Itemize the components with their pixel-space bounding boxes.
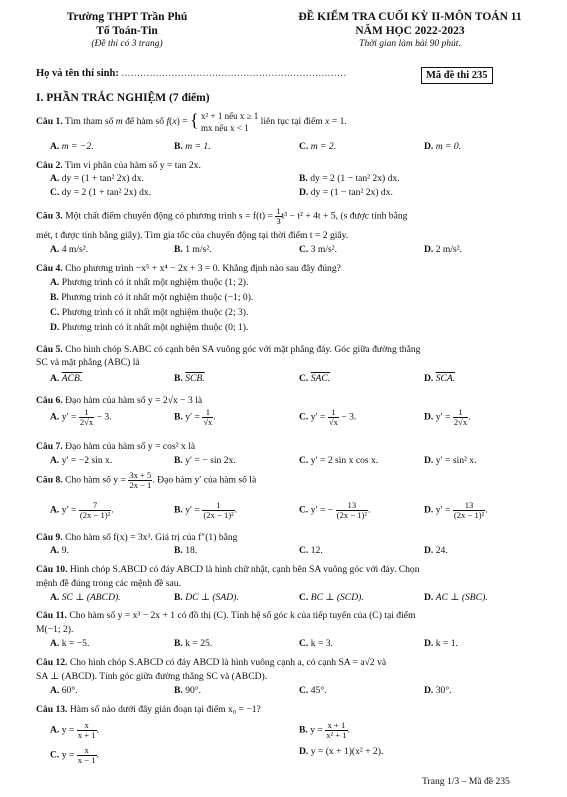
q5-option-c[interactable]: C. SAC. xyxy=(299,373,331,384)
question-number: Câu 6. xyxy=(36,395,63,406)
question-text-pre: Cho hàm số y = xyxy=(65,474,126,486)
page-footer: Trang 1/3 – Mã đề 235 xyxy=(422,776,510,787)
time-limit: Thời gian làm bài 90 phút. xyxy=(359,39,461,49)
q3-option-c[interactable]: C. 3 m/s². xyxy=(299,244,338,255)
question-text: Đạo hàm của hàm số y = cos² x là xyxy=(65,441,196,452)
q11-option-c[interactable]: C. k = 3. xyxy=(299,638,333,649)
q12-option-c[interactable]: C. 45°. xyxy=(299,685,327,696)
q13-option-b[interactable]: B. y = $\frac{x + 1}{\text{x² + 1}}$ . xyxy=(299,720,350,740)
student-name-field[interactable]: ........................................................................ xyxy=(121,68,347,79)
q7-option-d[interactable]: D. y′ = sin² x. xyxy=(424,455,477,466)
q2-option-b[interactable]: B. dy = 2 (1 − tan² 2x) dx. xyxy=(299,173,400,184)
question-3 xyxy=(36,207,541,226)
question-text-2: mệnh đề đúng trong các mệnh đề sau. xyxy=(36,578,181,589)
question-text-post: . Đạo hàm y′ của hàm số là xyxy=(152,474,257,486)
q6-option-b[interactable]: B. y′ = $\frac{1}{√x}$ . xyxy=(174,407,216,427)
question-7 xyxy=(36,440,541,453)
q1-option-a[interactable]: A. m = −2. xyxy=(50,141,94,152)
q11-option-b[interactable]: B. k = 25. xyxy=(174,638,213,649)
q2-option-d[interactable]: D. dy = (1 − tan² 2x) dx. xyxy=(299,187,393,198)
question-number: Câu 12. xyxy=(36,657,68,668)
q7-option-a[interactable]: A. y′ = −2 sin x. xyxy=(50,455,113,466)
question-text-1: Hình chóp S.ABCD có đáy ABCD là hình chữ nhật, cạnh bên SA vuông góc với đáy. Chọn xyxy=(69,564,420,575)
question-text-2: SA ⊥ (ABCD). Tính góc giữa đường thẳng SC và (ABCD). xyxy=(36,671,268,682)
question-number: Câu 10. xyxy=(36,564,68,575)
question-text-1: Cho hình chóp S.ABC có cạnh bên SA vuông góc với mặt phẳng đáy. Góc giữa đường thẳng xyxy=(65,344,421,355)
q10-option-b[interactable]: B. DC ⊥ (SAD). xyxy=(174,592,239,603)
question-number: Câu 1. xyxy=(36,116,63,128)
q11-option-d[interactable]: D. k = 1. xyxy=(424,638,458,649)
question-11-cont xyxy=(36,623,541,636)
q1-option-d[interactable]: D. m = 0. xyxy=(424,141,462,152)
q9-option-d[interactable]: D. 24. xyxy=(424,545,448,556)
q4-option-d[interactable]: D. Phương trình có ít nhất một nghiệm thuộc (0; 1). xyxy=(50,322,249,333)
q10-option-d[interactable]: D. AC ⊥ (SBC). xyxy=(424,592,488,603)
department: Tổ Toán-Tin xyxy=(96,25,158,37)
q13-option-a[interactable]: A. y = $\frac{x}{x + 1}$ . xyxy=(50,720,99,740)
question-text-2: t³ − t² + 4t + 5, (s được tính bằng xyxy=(281,210,408,222)
piecewise-bottom: mx nếu x < 1 xyxy=(201,123,249,133)
brace-symbol: { xyxy=(190,110,199,131)
piecewise-block xyxy=(201,110,258,134)
q6-option-c[interactable]: C. y′ = $\frac{1}{√x}$ − 3. xyxy=(299,407,357,427)
question-number: Câu 11. xyxy=(36,610,67,621)
school-year: NĂM HỌC 2022-2023 xyxy=(355,25,465,37)
question-11 xyxy=(36,609,541,622)
pages-note: (Đề thi có 3 trang) xyxy=(91,39,163,49)
q12-option-d[interactable]: D. 30°. xyxy=(424,685,452,696)
question-text: Đạo hàm của hàm số y = 2√x − 3 là xyxy=(65,395,203,406)
question-number: Câu 9. xyxy=(36,532,63,543)
question-10 xyxy=(36,563,541,576)
question-12 xyxy=(36,656,541,669)
question-13 xyxy=(36,703,541,716)
question-2 xyxy=(36,159,541,172)
question-5-cont xyxy=(36,356,541,369)
header-right xyxy=(260,10,560,51)
question-4 xyxy=(36,262,541,275)
question-number: Câu 7. xyxy=(36,441,63,452)
q8-option-b[interactable]: B. y′ = $\frac{1}{\text{(2x − 1)²}}$ . xyxy=(174,500,238,520)
q1-option-c[interactable]: C. m = 2. xyxy=(299,141,337,152)
q13-option-c[interactable]: C. y = $\frac{x}{x - 1}$ . xyxy=(50,745,99,765)
q5-option-b[interactable]: B. SCB. xyxy=(174,373,205,384)
q1-option-b[interactable]: B. m = 1. xyxy=(174,141,211,152)
q7-option-c[interactable]: C. y′ = 2 sin x cos x. xyxy=(299,455,379,466)
question-text: Cho hàm số f(x) = 3x³. Giá trị của f″(1) bằng xyxy=(65,532,238,543)
q10-option-a[interactable]: A. SC ⊥ (ABCD). xyxy=(50,592,121,603)
q12-option-b[interactable]: B. 90°. xyxy=(174,685,202,696)
question-12-cont xyxy=(36,670,541,683)
q11-option-a[interactable]: A. k = −5. xyxy=(50,638,90,649)
q5-option-d[interactable]: D. SCA. xyxy=(424,373,456,384)
question-text-b: liên tục tại điểm x = 1. xyxy=(260,116,347,128)
question-number: Câu 13. xyxy=(36,704,68,715)
fraction-one-third: $\frac{1}{3}$ xyxy=(276,206,281,226)
q3-option-b[interactable]: B. 1 m/s². xyxy=(174,244,212,255)
question-10-cont xyxy=(36,577,541,590)
question-number: Câu 5. xyxy=(36,344,63,355)
school-name: Trường THPT Trần Phú xyxy=(66,11,188,23)
q6-option-a[interactable]: A. y′ = $\frac{1}{2√x}$ − 3. xyxy=(50,407,112,427)
question-number: Câu 3. xyxy=(36,210,63,222)
function-fraction: $\frac{3x + 5}{2x - 1}$ xyxy=(129,470,152,490)
q10-option-c[interactable]: C. BC ⊥ (SCD). xyxy=(299,592,364,603)
q8-option-a[interactable]: A. y′ = $\frac{7}{\text{(2x − 1)²}}$ . xyxy=(50,500,114,520)
question-text-1: Một chất điểm chuyển động có phương trình s = f(t) = xyxy=(65,210,273,222)
question-text: Cho phương trình −x⁵ + x⁴ − 2x + 3 = 0. Khẳng định nào sau đây đúng? xyxy=(65,263,341,274)
question-text-3: mét, t được tính bằng giây). Tìm gia tốc của chuyển động tại thời điểm t = 2 giây. xyxy=(36,230,349,241)
q6-option-d[interactable]: D. y′ = $\frac{1}{2√x}$ . xyxy=(424,407,471,427)
q4-option-a[interactable]: A. Phương trình có ít nhất một nghiệm thuộc (1; 2). xyxy=(50,277,249,288)
question-9 xyxy=(36,531,541,544)
q9-option-c[interactable]: C. 12. xyxy=(299,545,323,556)
question-3-cont xyxy=(36,229,541,242)
question-text-1: Cho hình chóp S.ABCD có đáy ABCD là hình vuông cạnh a, có cạnh SA = a√2 và xyxy=(69,657,387,668)
question-number: Câu 8. xyxy=(36,474,63,486)
q5-option-a[interactable]: A. ACB. xyxy=(50,373,83,384)
question-text: Tìm vi phân của hàm số y = tan 2x. xyxy=(64,160,201,171)
question-number: Câu 4. xyxy=(36,263,63,274)
question-text-2: M(−1; 2). xyxy=(36,624,74,635)
exam-title: ĐỀ KIỂM TRA CUỐI KỲ II-MÔN TOÁN 11 xyxy=(298,11,522,23)
question-text-2: SC và mặt phẳng (ABC) là xyxy=(36,357,140,368)
question-1 xyxy=(36,110,541,134)
section-title: I. PHẦN TRẮC NGHIỆM (7 điểm) xyxy=(36,92,210,104)
question-number: Câu 2. xyxy=(36,160,63,171)
question-text-1: Cho hàm số y = x³ − 2x + 1 có đồ thị (C). Tính hệ số góc k của tiếp tuyến của (C) tại điểm xyxy=(69,610,416,621)
q12-option-a[interactable]: A. 60°. xyxy=(50,685,78,696)
header-left xyxy=(42,10,212,51)
q4-option-b[interactable]: B. Phương trình có ít nhất một nghiệm thuộc (−1; 0). xyxy=(50,292,254,303)
piecewise-top: x² + 1 nếu x ≥ 1 xyxy=(201,111,259,121)
q3-option-a[interactable]: A. 4 m/s². xyxy=(50,244,89,255)
q13-option-d[interactable]: D. y = (x + 1)(x² + 2). xyxy=(299,746,384,757)
question-text-a: Tìm tham số m để hàm số f(x) = xyxy=(64,116,188,128)
q8-option-c[interactable]: C. y′ = − $\frac{13}{\text{(2x − 1)²}}$ . xyxy=(299,500,371,520)
q7-option-b[interactable]: B. y′ = − sin 2x. xyxy=(174,455,236,466)
q2-option-c[interactable]: C. dy = 2 (1 + tan² 2x) dx. xyxy=(50,187,152,198)
q3-option-d[interactable]: D. 2 m/s². xyxy=(424,244,463,255)
question-8 xyxy=(36,471,541,490)
student-name-label: Họ và tên thí sinh: xyxy=(36,68,119,79)
question-text: Hàm số nào dưới đây gián đoạn tại điểm x₀ = −1? xyxy=(69,704,261,715)
q4-option-c[interactable]: C. Phương trình có ít nhất một nghiệm thuộc (2; 3). xyxy=(50,307,249,318)
q8-option-d[interactable]: D. y′ = $\frac{13}{\text{(2x − 1)²}}$ . xyxy=(424,500,488,520)
exam-code-box: Mã đề thi 235 xyxy=(421,67,493,84)
question-6 xyxy=(36,394,541,407)
q9-option-b[interactable]: B. 18. xyxy=(174,545,198,556)
q9-option-a[interactable]: A. 9. xyxy=(50,545,69,556)
q2-option-a[interactable]: A. dy = (1 + tan² 2x) dx. xyxy=(50,173,144,184)
question-5 xyxy=(36,343,541,356)
header xyxy=(0,10,567,70)
